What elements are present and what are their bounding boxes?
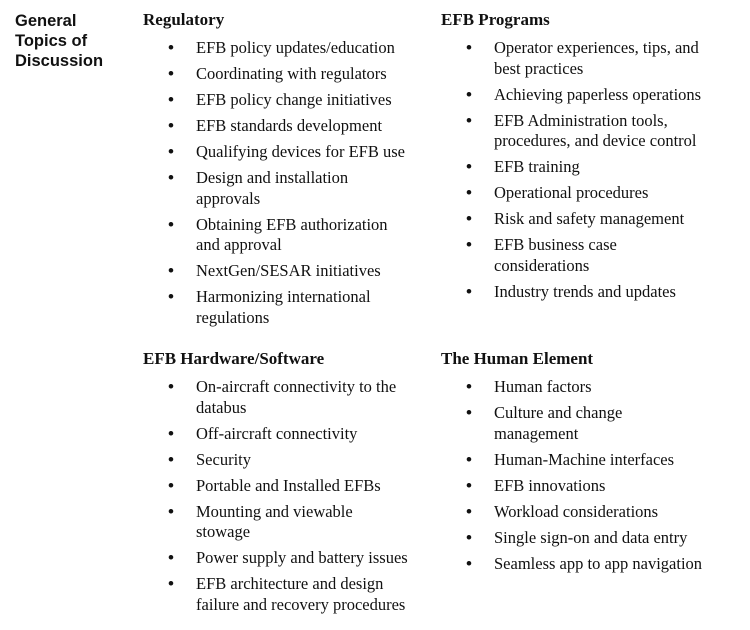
topic-item [441,157,741,178]
topic-item [143,502,443,543]
topic-item [441,209,741,230]
topic-item [143,215,443,256]
topic-item-line: regulations [196,307,270,327]
topic-item [441,235,741,276]
topic-item-line: Industry trends and updates [494,281,676,301]
topic-item-line: EFB policy change initiatives [196,90,392,109]
topic-item [441,403,741,444]
topic-list [441,38,741,302]
topic-item-line: Single sign-on and data entry [494,527,688,547]
topic-item-line: Operator experiences, tips, and [494,38,699,57]
topic-item-line: stowage [196,522,251,541]
topic-item [441,450,741,471]
section-heading: The Human Element [441,349,594,368]
topic-item-line: EFB architecture and design [196,574,384,593]
topic-item [143,450,443,471]
topic-item-line: On-aircraft connectivity to the [196,377,397,396]
side-title [15,11,135,71]
topic-item-line: Human-Machine interfaces [494,449,675,469]
topic-item-line: and approval [196,235,282,254]
topic-item [143,116,443,137]
section-human-element [441,349,741,580]
topic-item-line: Off-aircraft connectivity [196,423,358,443]
topic-list [441,377,741,574]
topic-item-line: Security [196,449,251,469]
topic-item [143,476,443,497]
topic-list [143,377,443,615]
topic-item [441,111,741,152]
topic-item-line: Workload considerations [494,501,659,521]
topic-item-line: EFB business case [494,235,617,254]
topic-item-line: Culture and change [494,403,623,422]
topic-item [441,476,741,497]
topic-item-line: management [494,423,579,443]
topic-item-line: Obtaining EFB authorization [196,214,388,234]
topic-item-line: Mounting and viewable [196,501,353,521]
topic-item-line: Human factors [494,377,592,396]
topic-item-line: considerations [494,255,590,275]
topic-item [143,142,443,163]
topic-item [441,528,741,549]
topic-item-line: Risk and safety management [494,209,685,228]
topic-item-line: Operational procedures [494,183,649,202]
section-heading: EFB Programs [441,10,550,29]
section-regulatory [143,10,443,334]
topic-item-line: Portable and Installed EFBs [196,475,381,495]
topic-item-line: Power supply and battery issues [196,548,408,567]
topic-item-line: Harmonizing international [196,287,371,306]
side-title-line: Topics of [15,32,88,50]
topic-item [143,548,443,569]
topic-item-line: Seamless app to app navigation [494,553,703,573]
topic-item [143,64,443,85]
topic-item-line: EFB Administration tools, [494,110,668,130]
topic-item [441,502,741,523]
side-title-line: General [15,12,77,30]
topic-item [441,183,741,204]
topic-item [441,282,741,303]
topic-item-line: Design and installation [196,168,349,187]
topic-item-line: EFB innovations [494,475,606,495]
topic-item [143,38,443,59]
topic-item-line: Achieving paperless operations [494,84,702,104]
topic-item-line: procedures, and device control [494,131,697,150]
topic-item-line: databus [196,397,247,417]
topic-item [143,574,443,615]
topic-item [441,38,741,79]
side-title-line: Discussion [15,52,104,70]
topic-item [143,168,443,209]
topic-item-line: best practices [494,58,584,78]
topic-item [143,377,443,418]
topic-item-line: approvals [196,188,261,208]
topic-item-line: failure and recovery procedures [196,594,406,614]
topic-item-line: Qualifying devices for EFB use [196,142,405,161]
topic-item-line: EFB training [494,157,580,176]
topic-item-line: Coordinating with regulators [196,64,387,83]
section-efb-hardware-software [143,349,443,621]
section-efb-programs [441,10,741,308]
section-heading: EFB Hardware/Software [143,349,325,368]
topic-item-line: EFB standards development [196,116,383,135]
topic-item [441,377,741,398]
topic-item [143,287,443,328]
topic-item-line: NextGen/SESAR initiatives [196,261,381,280]
topic-item [441,554,741,575]
topic-item [143,90,443,111]
topic-item [143,424,443,445]
topic-item [143,261,443,282]
topic-item-line: EFB policy updates/education [196,38,395,57]
topic-list [143,38,443,328]
section-heading: Regulatory [143,10,225,29]
topic-item [441,85,741,106]
